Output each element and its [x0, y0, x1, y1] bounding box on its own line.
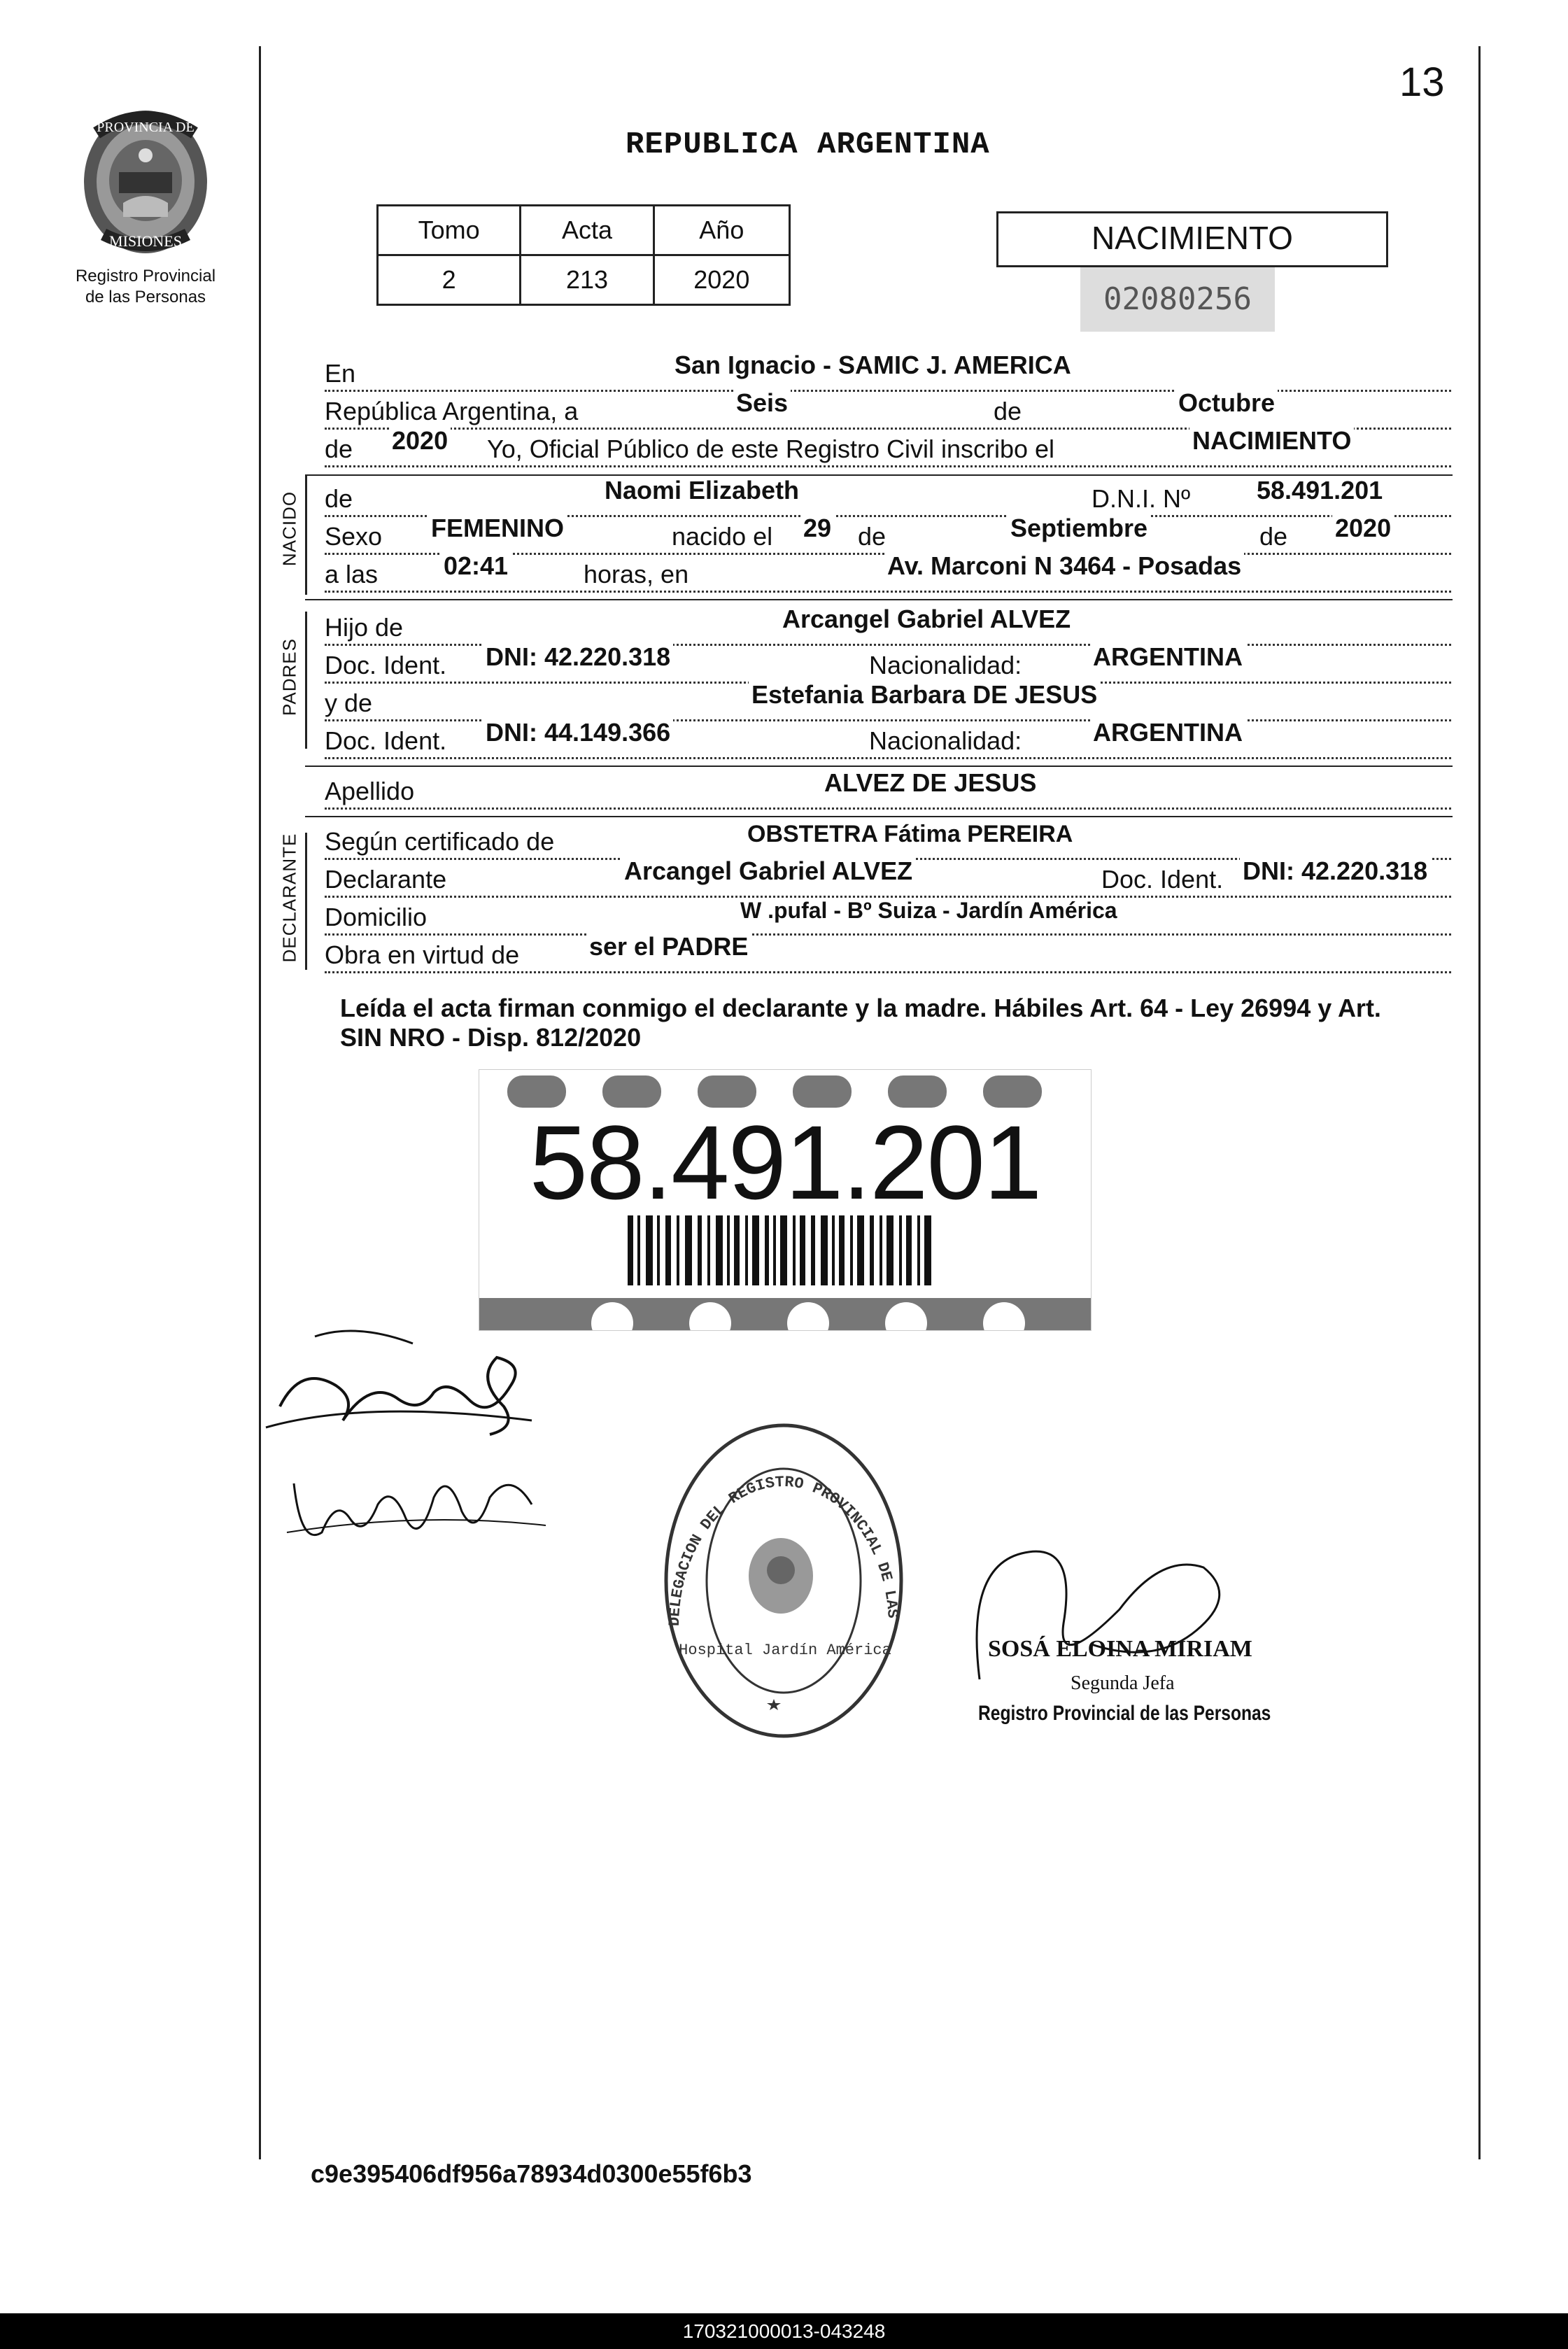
- inscribo-label: Yo, Oficial Público de este Registro Civil inscribo el: [483, 435, 1059, 464]
- mother-name-value: Estefania Barbara DE JESUS: [749, 680, 1100, 710]
- child-name-value: Naomi Elizabeth: [602, 476, 802, 505]
- acta-value: 213: [521, 255, 654, 305]
- padres-divider: [305, 599, 1453, 600]
- year-prefix-label: de: [325, 435, 357, 464]
- domicilio-line: [325, 896, 1451, 936]
- official-name: SOSÁ ELOINA MIRIAM: [988, 1636, 1252, 1662]
- de-month-label: de: [989, 397, 1026, 426]
- footer-id: 170321000013-043248: [0, 2313, 1568, 2349]
- acta-header: Acta: [521, 206, 654, 255]
- decl-doc-value: DNI: 42.220.318: [1240, 856, 1430, 886]
- closing-text: Leída el acta firman conmigo el declarante y la madre. Hábiles Art. 64 - Ley 26994 y Art. SIN NRO - Disp. 812/2020: [340, 994, 1381, 1052]
- father-doc-line: [325, 644, 1451, 684]
- domicilio-label: Domicilio: [325, 903, 431, 932]
- father-nat-value: ARGENTINA: [1090, 642, 1245, 672]
- padres-side-line: [305, 612, 307, 749]
- seal-bottom-text: MISIONES: [109, 232, 182, 250]
- y-de-label: y de: [325, 689, 376, 718]
- nacido-side-label: NACIDO: [278, 491, 300, 567]
- record-table: [376, 204, 791, 306]
- obra-label: Obra en virtud de: [325, 940, 523, 970]
- cert-value: OBSTETRA Fátima PEREIRA: [744, 821, 1075, 848]
- barcode: [628, 1215, 931, 1285]
- nacido-time-line: [325, 553, 1451, 593]
- horas-label: horas, en: [579, 560, 693, 589]
- logo-caption: [49, 266, 242, 308]
- father-name-value: Arcangel Gabriel ALVEZ: [779, 605, 1073, 634]
- child-dni-value: 58.491.201: [1254, 476, 1385, 505]
- father-doc-value: DNI: 42.220.318: [483, 642, 673, 672]
- mother-nat-label: Nacionalidad:: [865, 726, 1026, 756]
- page-number: 13: [1399, 59, 1445, 105]
- mother-signature: [280, 1455, 560, 1567]
- mother-doc-label: Doc. Ident.: [325, 726, 451, 756]
- cert-line: [325, 820, 1451, 860]
- birth-day-value: 29: [800, 514, 834, 543]
- birth-de-year-label: de: [1255, 522, 1292, 551]
- place-value: San Ignacio - SAMIC J. AMERICA: [672, 351, 1074, 380]
- decl-line: [325, 858, 1451, 898]
- official-org: Registro Provincial de las Personas: [978, 1702, 1271, 1725]
- tomo-value: 2: [378, 255, 521, 305]
- birth-year-value: 2020: [1332, 514, 1394, 543]
- official-signature: [966, 1511, 1259, 1693]
- birth-place-value: Av. Marconi N 3464 - Posadas: [884, 551, 1244, 581]
- obra-line: [325, 933, 1451, 973]
- sexo-label: Sexo: [325, 522, 386, 551]
- apellido-line: [325, 770, 1451, 810]
- mother-line: [325, 682, 1451, 721]
- nacido-de-label: de: [325, 484, 357, 514]
- year-line: [325, 428, 1451, 467]
- serial-number: 02080256: [1080, 267, 1275, 332]
- dni-label-number: 58.491.201: [529, 1103, 1041, 1221]
- declarante-side-label: DECLARANTE: [278, 833, 300, 963]
- declarant-signature: [259, 1322, 539, 1462]
- cert-label: Según certificado de: [325, 827, 558, 856]
- birth-month-value: Septiembre: [1008, 514, 1150, 543]
- record-type-box: NACIMIENTO: [996, 211, 1388, 267]
- seal-top-text: PROVINCIA DE: [97, 120, 195, 135]
- tomo-header: Tomo: [378, 206, 521, 255]
- declarante-divider: [305, 816, 1453, 817]
- registry-stamp: [658, 1416, 910, 1745]
- obra-value: ser el PADRE: [586, 932, 751, 961]
- nacido-sex-line: [325, 515, 1451, 555]
- anio-header: Año: [654, 206, 789, 255]
- apellido-label: Apellido: [325, 777, 418, 806]
- en-label: En: [325, 359, 360, 388]
- decl-value: Arcangel Gabriel ALVEZ: [621, 856, 915, 886]
- apellido-divider: [305, 766, 1453, 767]
- day-value: Seis: [733, 388, 791, 418]
- padres-side-label: PADRES: [278, 638, 300, 716]
- decl-label: Declarante: [325, 865, 451, 894]
- birth-de-label: de: [854, 522, 890, 551]
- father-nat-label: Nacionalidad:: [865, 651, 1026, 680]
- dni-label: D.N.I. Nº: [1087, 484, 1194, 514]
- date-line: [325, 390, 1451, 430]
- province-logo: [76, 105, 216, 259]
- a-las-label: a las: [325, 560, 382, 589]
- nacido-name-line: [325, 477, 1451, 517]
- logo-caption-line2: de las Personas: [85, 288, 206, 306]
- stamp-inner-text: Hospital Jardín América: [679, 1642, 891, 1659]
- month-value: Octubre: [1175, 388, 1278, 418]
- act-value: NACIMIENTO: [1189, 426, 1354, 456]
- republica-label: República Argentina, a: [325, 397, 582, 426]
- mother-doc-line: [325, 719, 1451, 759]
- dni-barcode-label: [479, 1069, 1092, 1331]
- nacido-side-line: [305, 476, 307, 595]
- time-value: 02:41: [441, 551, 511, 581]
- father-line: [325, 606, 1451, 646]
- left-margin-line: [259, 46, 261, 2159]
- official-title: Segunda Jefa: [1071, 1672, 1175, 1694]
- right-margin-line: [1478, 46, 1481, 2159]
- anio-value: 2020: [654, 255, 789, 305]
- father-doc-label: Doc. Ident.: [325, 651, 451, 680]
- stamp-ring-text: DELEGACION DEL REGISTRO PROVINCIAL DE LAS: [665, 1473, 901, 1627]
- domicilio-value: W .pufal - Bº Suiza - Jardín América: [737, 898, 1120, 924]
- decl-doc-label: Doc. Ident.: [1097, 865, 1227, 894]
- document-title: REPUBLICA ARGENTINA: [626, 127, 990, 162]
- sexo-value: FEMENINO: [428, 514, 567, 543]
- place-line: [325, 352, 1451, 392]
- apellido-value: ALVEZ DE JESUS: [821, 768, 1039, 798]
- hijo-de-label: Hijo de: [325, 613, 407, 642]
- declarante-side-line: [305, 833, 307, 970]
- mother-nat-value: ARGENTINA: [1090, 718, 1245, 747]
- year-value: 2020: [389, 426, 451, 456]
- mother-doc-value: DNI: 44.149.366: [483, 718, 673, 747]
- document-hash: c9e395406df956a78934d0300e55f6b3: [311, 2159, 752, 2188]
- nacido-el-label: nacido el: [668, 522, 777, 551]
- logo-caption-line1: Registro Provincial: [75, 267, 216, 285]
